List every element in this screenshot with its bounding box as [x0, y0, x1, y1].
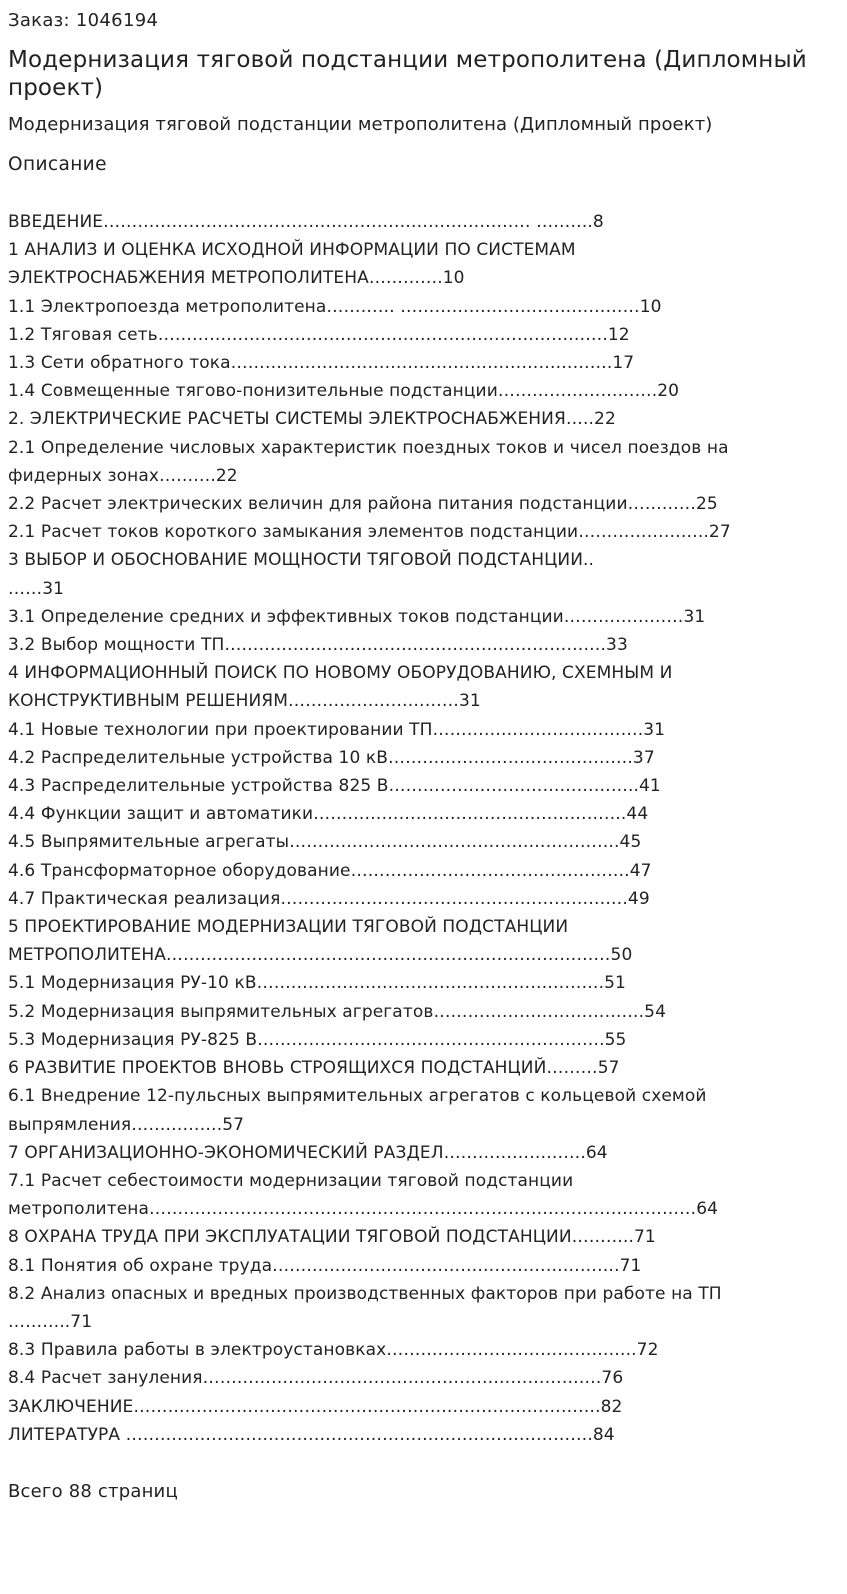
toc-line: ЭЛЕКТРОСНАБЖЕНИЯ МЕТРОПОЛИТЕНА………….10: [8, 268, 465, 289]
toc-line: 4.7 Практическая реализация…………………………………………………….49: [8, 888, 650, 909]
toc-line: 8.1 Понятия об охране труда…………………………………………………….71: [8, 1255, 642, 1276]
toc-line: фидерных зонах……….22: [8, 465, 238, 486]
toc-line: 2.1 Определение числовых характеристик поездных токов и чисел поездов на: [8, 437, 729, 458]
toc-line: ЛИТЕРАТУРА ……………………………………………………………………….84: [8, 1424, 615, 1445]
toc-line: 4.4 Функции защит и автоматики……………………………………………….44: [8, 804, 649, 825]
toc-line: 1 АНАЛИЗ И ОЦЕНКА ИСХОДНОЙ ИНФОРМАЦИИ ПО СИСТЕМАМ: [8, 240, 576, 261]
toc-line: 3.1 Определение средних и эффективных токов подстанции…………………31: [8, 606, 706, 627]
toc-line: 2. ЭЛЕКТРИЧЕСКИЕ РАСЧЕТЫ СИСТЕМЫ ЭЛЕКТРОСНАБЖЕНИЯ…..22: [8, 409, 616, 430]
toc-line: 7.1 Расчет себестоимости модернизации тяговой подстанции: [8, 1170, 574, 1191]
toc-line: 4.1 Новые технологии при проектировании ТП……………………………….31: [8, 719, 666, 740]
toc-line: 5.2 Модернизация выпрямительных агрегатов……………………………….54: [8, 1001, 666, 1022]
toc-line: метрополитена……………………………………………………………………………………64: [8, 1199, 719, 1220]
page-title: Модернизация тяговой подстанции метрополитена (Дипломный проект): [8, 47, 807, 101]
order-number: Заказ: 1046194: [8, 10, 159, 31]
toc-line: ЗАКЛЮЧЕНИЕ……………………………………………………………………….82: [8, 1396, 623, 1417]
toc-line: КОНСТРУКТИВНЫМ РЕШЕНИЯМ…………………………31: [8, 691, 481, 712]
toc-line: 4.3 Распределительные устройства 825 В……………………………………..41: [8, 776, 661, 797]
toc-line: 3.2 Выбор мощности ТП………………………………………………………….33: [8, 635, 628, 656]
toc-line: 8.3 Правила работы в электроустановках……………………………………..72: [8, 1340, 659, 1361]
toc-line: 6.1 Внедрение 12-пульсных выпрямительных агрегатов с кольцевой схемой: [8, 1086, 707, 1107]
page-subtitle: Модернизация тяговой подстанции метрополитена (Дипломный проект): [8, 114, 713, 135]
toc-line: 2.2 Расчет электрических величин для района питания подстанции…………25: [8, 494, 718, 515]
toc-line: 4.5 Выпрямительные агрегаты………………………………………………….45: [8, 832, 642, 853]
toc-line: 5.3 Модернизация РУ-825 В…………………………………………………….55: [8, 1029, 627, 1050]
toc-line: выпрямления…………….57: [8, 1114, 245, 1135]
table-of-contents: [8, 208, 839, 1449]
toc-line: ………..71: [8, 1311, 93, 1332]
toc-line: 6 РАЗВИТИЕ ПРОЕКТОВ ВНОВЬ СТРОЯЩИХСЯ ПОДСТАНЦИЙ………57: [8, 1058, 620, 1079]
toc-line: 8.2 Анализ опасных и вредных производственных факторов при работе на ТП: [8, 1283, 722, 1304]
toc-line: 1.3 Сети обратного тока………………………………………………………….17: [8, 353, 635, 374]
toc-line: ВВЕДЕНИЕ………………………………………………………………… ……….8: [8, 212, 604, 232]
toc-line: 2.1 Расчет токов короткого замыкания элементов подстанции…………………..27: [8, 522, 731, 543]
toc-line: 3 ВЫБОР И ОБОСНОВАНИЕ МОЩНОСТИ ТЯГОВОЙ ПОДСТАНЦИИ..: [8, 550, 595, 571]
toc-line: 8 ОХРАНА ТРУДА ПРИ ЭКСПЛУАТАЦИИ ТЯГОВОЙ ПОДСТАНЦИИ………..71: [8, 1227, 656, 1248]
toc-line: 4.6 Трансформаторное оборудование………………………………………….47: [8, 860, 652, 881]
toc-line: 7 ОРГАНИЗАЦИОННО-ЭКОНОМИЧЕСКИЙ РАЗДЕЛ…………………….64: [8, 1142, 608, 1163]
toc-line: МЕТРОПОЛИТЕНА……………………………………………………………………50: [8, 945, 633, 966]
toc-line: 4.2 Распределительные устройства 10 кВ…………………………………….37: [8, 747, 655, 768]
toc-line: 1.2 Тяговая сеть…………………………………………………………………….12: [8, 324, 630, 345]
toc-line: 1.1 Электропоезда метрополитена………… ……………………………………10: [8, 296, 662, 317]
toc-line: 5.1 Модернизация РУ-10 кВ…………………………………………………….51: [8, 973, 626, 994]
toc-line: 8.4 Расчет зануления…………………………………………………………….76: [8, 1368, 624, 1389]
description-heading: Описание: [8, 154, 107, 175]
toc-line: 1.4 Совмещенные тягово-понизительные подстанции……………………….20: [8, 381, 680, 402]
toc-line: 4 ИНФОРМАЦИОННЫЙ ПОИСК ПО НОВОМУ ОБОРУДОВАНИЮ, СХЕМНЫМ И: [8, 663, 673, 684]
toc-line: ……31: [8, 578, 65, 599]
total-pages: Всего 88 страниц: [8, 1480, 178, 1502]
toc-line: 5 ПРОЕКТИРОВАНИЕ МОДЕРНИЗАЦИИ ТЯГОВОЙ ПОДСТАНЦИИ: [8, 917, 569, 938]
